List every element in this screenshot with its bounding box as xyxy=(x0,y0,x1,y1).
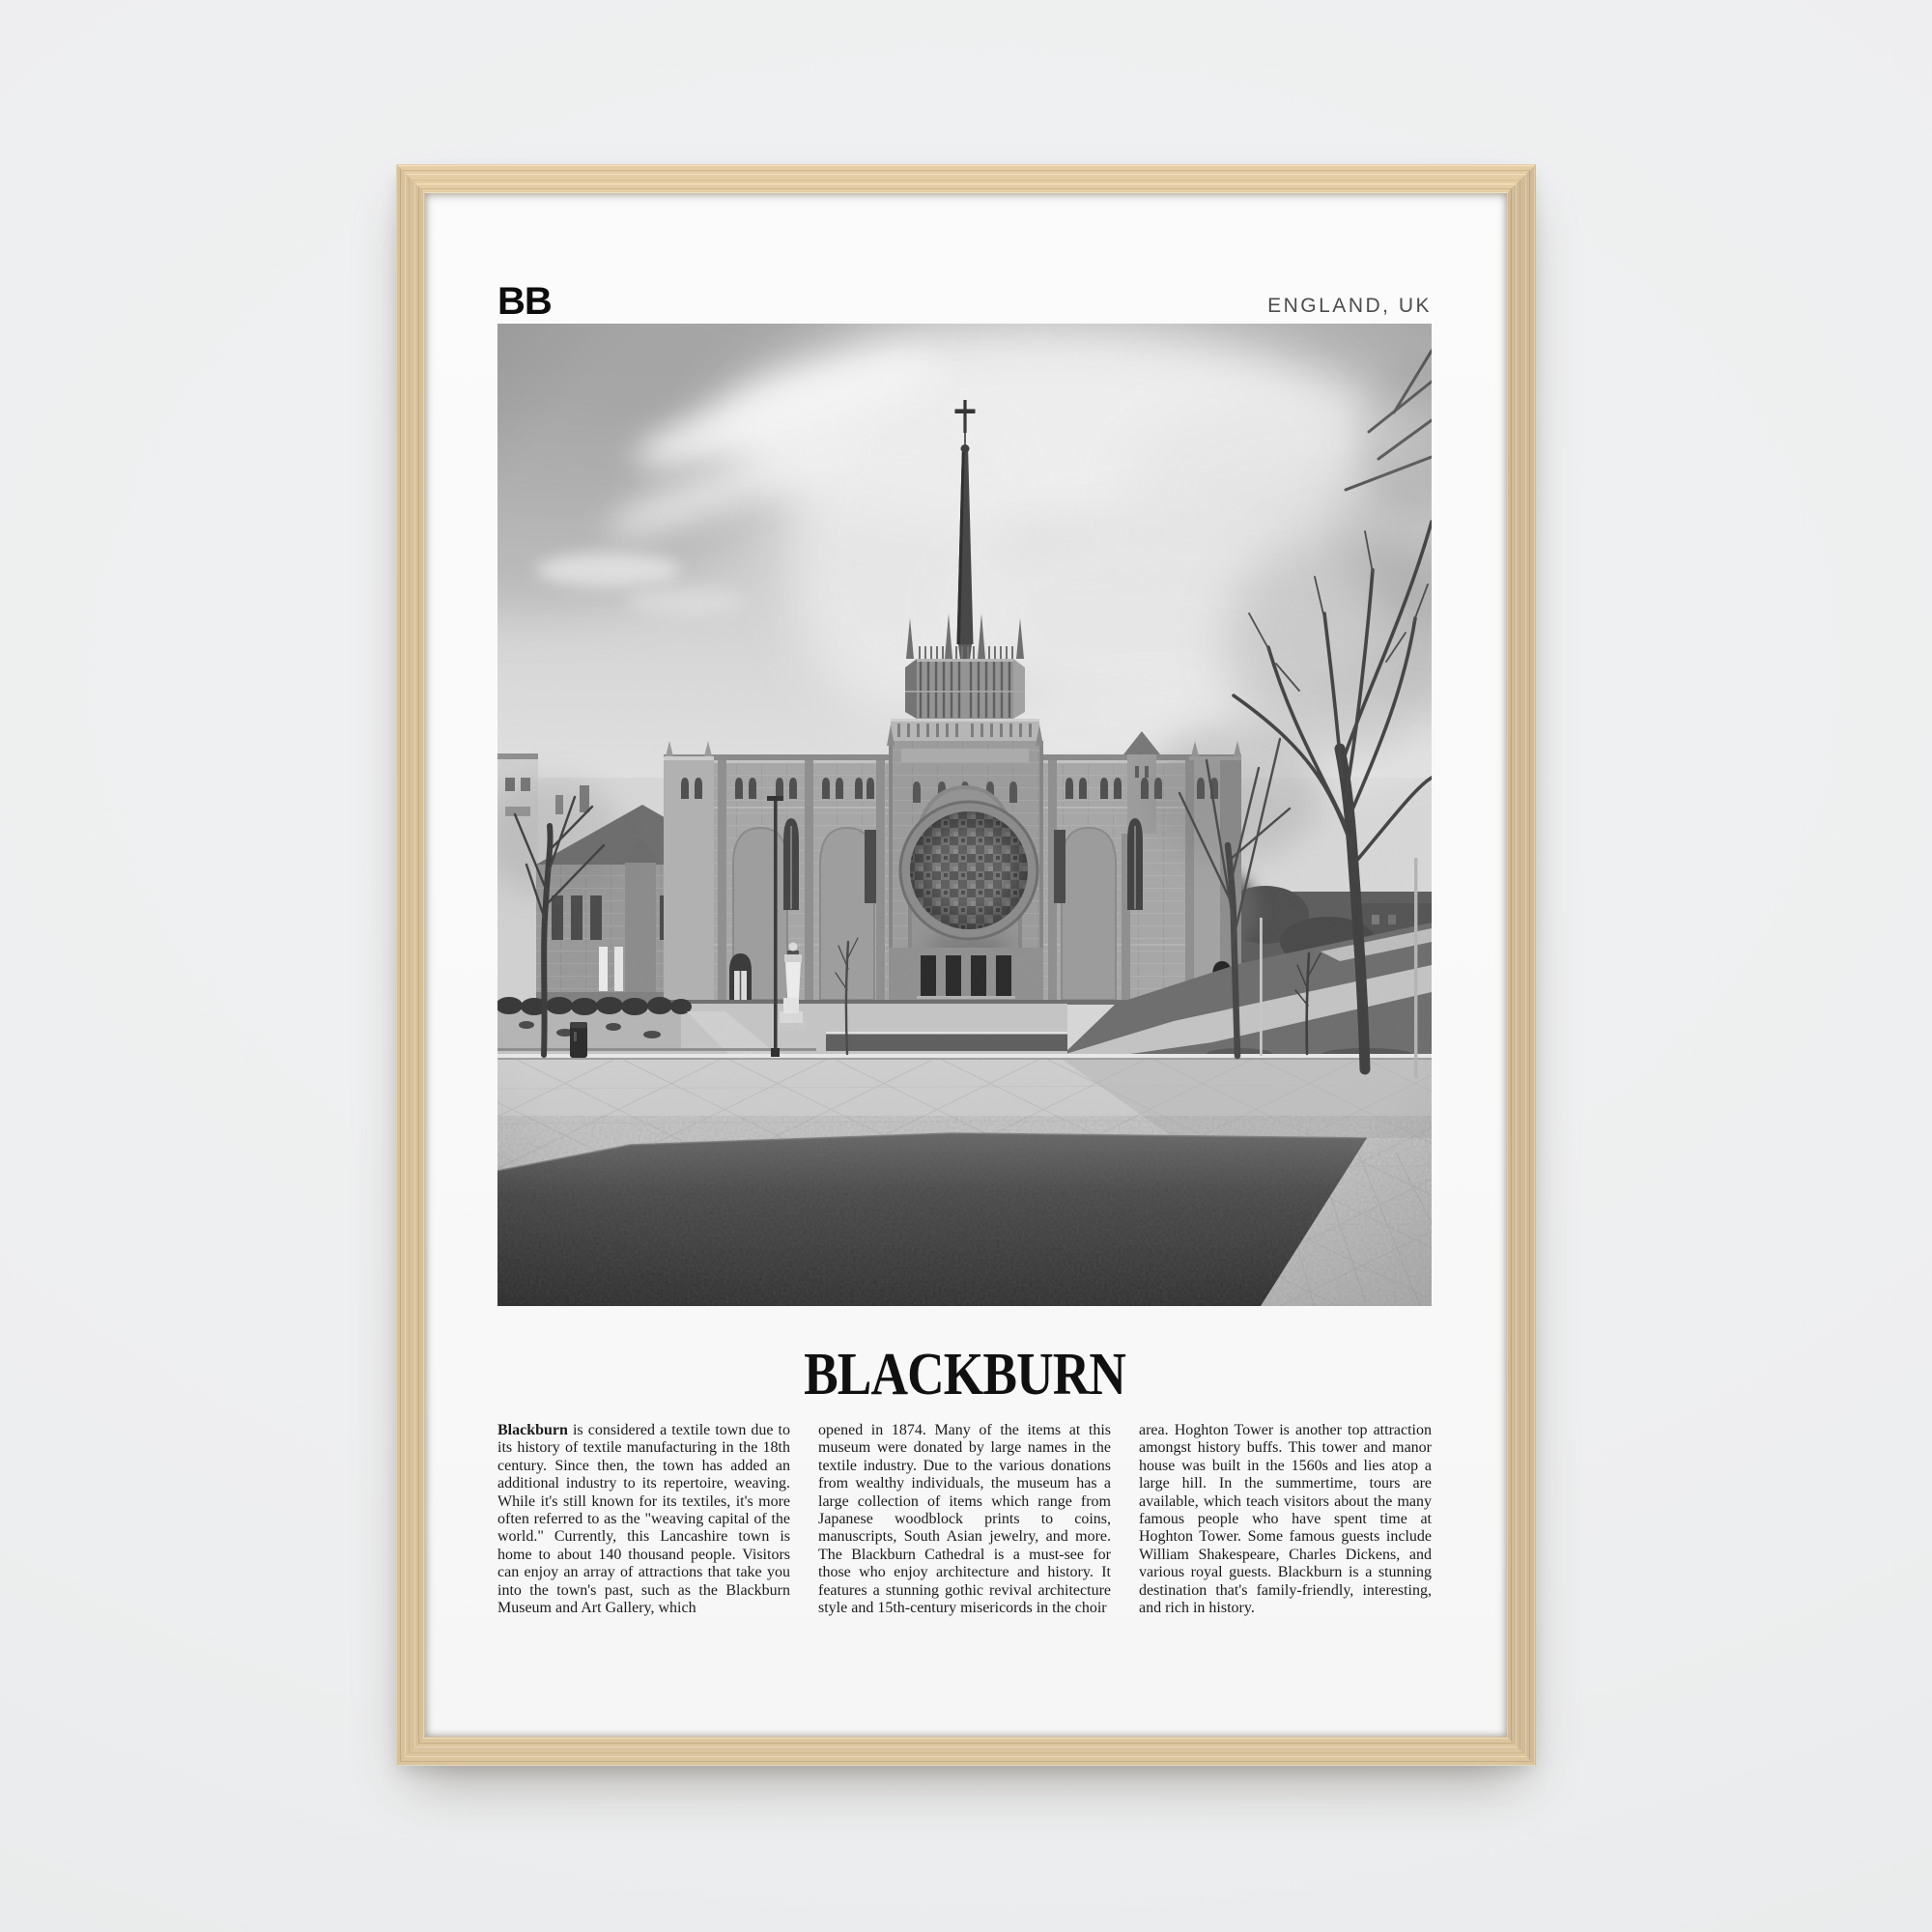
article-column-2: opened in 1874. Many of the items at this museum were donated by large names in the textile industry. Due to the various donations from wealthy individuals, the museum has a large collection of items which range from Japanese woodblock prints to coins, manuscripts, South Asian jewelry, and more. The Blackburn Cathedral is a must-see for those who enjoy architecture and history. It features a stunning gothic revival architecture style and 15th-century misericords in the choir xyxy=(818,1422,1111,1617)
poster-location: ENGLAND, UK xyxy=(1267,295,1432,317)
frame-bar-right xyxy=(1507,164,1536,1766)
frame-bar-top xyxy=(396,164,1536,193)
article-lead-word: Blackburn xyxy=(497,1422,568,1438)
poster-title: BLACKBURN xyxy=(804,1342,1125,1407)
article-column-3: area. Hoghton Tower is another top attraction amongst history buffs. This tower and manor house was built in the 1560s and lies atop a large hill. In the summertime, tours are available, which teach visitors about the many famous people who have spent time at Hoghton Tower. Some famous guests include William Shakespeare, Charles Dickens, and various royal guests. Blackburn is a stunning destination that's family-friendly, interesting, and rich in history. xyxy=(1139,1422,1432,1617)
cathedral-photo xyxy=(497,324,1432,1306)
frame-bar-left xyxy=(396,164,425,1766)
cathedral-photo-art xyxy=(497,324,1432,1306)
poster-paper xyxy=(425,193,1507,1737)
article-column-1: Blackburn is considered a textile town due to its history of textile manufacturing in the 18th century. Since then, the town has added an additional industry to its repertoire, weaving. While it's still known for its textiles, it's more often referred to as the "weaving capital of the world." Currently, this Lancashire town is home to about 140 thousand people. Visitors can enjoy an array of attractions that take you into the town's past, such as the Blackburn Museum and Art Gallery, which xyxy=(497,1422,790,1617)
frame-bar-bottom xyxy=(396,1737,1536,1766)
article-columns xyxy=(497,1422,1432,1617)
picture-frame xyxy=(396,164,1536,1766)
poster-logo: BB xyxy=(497,280,552,323)
